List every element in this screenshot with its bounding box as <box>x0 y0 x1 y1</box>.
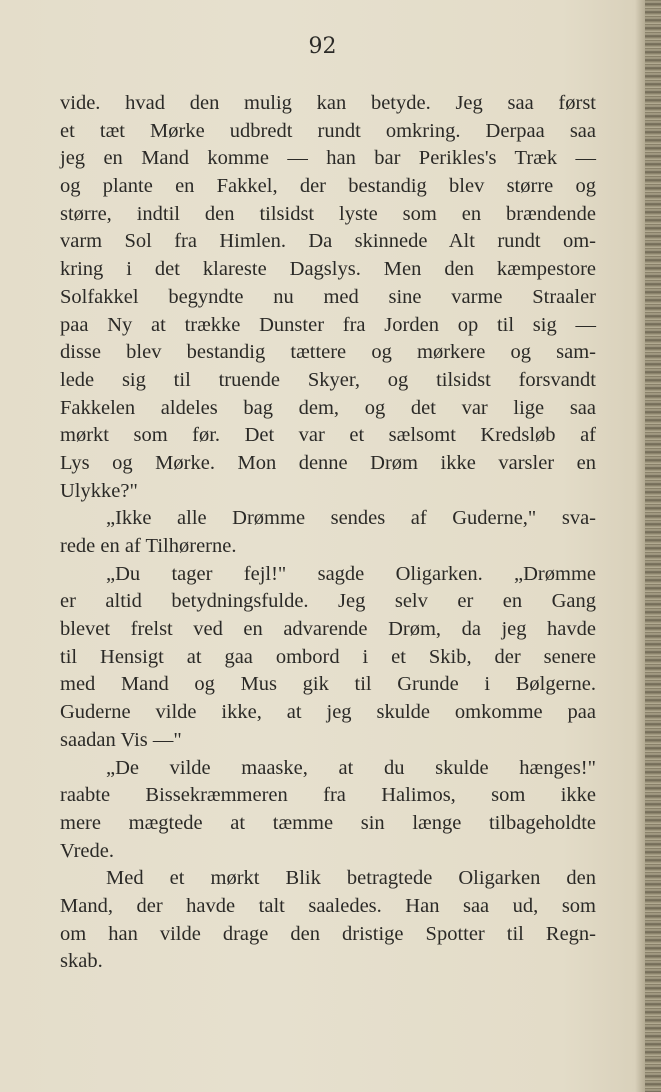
text-line: Vrede. <box>60 839 114 862</box>
text-line: „De vilde maaske, at du skulde hænges!" <box>106 756 596 779</box>
page-number: 92 <box>308 34 337 59</box>
body-text <box>60 90 596 976</box>
text-line: et tæt Mørke udbredt rundt omkring. Derpaa saa <box>60 119 596 142</box>
page-edge <box>645 0 661 1092</box>
text-line: raabte Bissekræmmeren fra Halimos, som ikke <box>60 784 596 807</box>
text-line: „Ikke alle Drømme sendes af Guderne," sva- <box>106 507 596 530</box>
text-line: „Du tager fejl!" sagde Oligarken. „Drømme <box>106 562 596 585</box>
text-line: rede en af Tilhørerne. <box>60 535 237 557</box>
text-line: varm Sol fra Himlen. Da skinnede Alt rundt om- <box>60 230 596 253</box>
text-line: til Hensigt at gaa ombord i et Skib, der senere <box>60 645 596 668</box>
text-line: Fakkelen aldeles bag dem, og det var lige saa <box>60 396 596 419</box>
text-line: mere mægtede at tæmme sin længe tilbageholdte <box>60 811 596 834</box>
text-line: Mand, der havde talt saaledes. Han saa ud, som <box>60 894 596 917</box>
text-line: Ulykke?" <box>60 479 138 502</box>
text-line: jeg en Mand komme — han bar Perikles's Træk — <box>60 147 596 170</box>
text-line: disse blev bestandig tættere og mørkere og sam- <box>60 341 596 364</box>
text-line: Solfakkel begyndte nu med sine varme Straaler <box>60 285 596 308</box>
text-line: blevet frelst ved en advarende Drøm, da jeg havde <box>60 618 596 641</box>
text-line: skab. <box>60 950 103 973</box>
text-line: paa Ny at trække Dunster fra Jorden op til sig — <box>60 313 596 336</box>
text-line: saadan Vis —" <box>60 728 182 751</box>
text-line: vide. hvad den mulig kan betyde. Jeg saa først <box>60 92 596 114</box>
text-line: Guderne vilde ikke, at jeg skulde omkomme paa <box>60 701 596 724</box>
text-line: lede sig til truende Skyer, og tilsidst forsvandt <box>60 368 596 391</box>
text-line: kring i det klareste Dagslys. Men den kæmpestore <box>60 258 596 281</box>
text-line: med Mand og Mus gik til Grunde i Bølgerne. <box>60 673 596 696</box>
text-line: mørkt som før. Det var et sælsomt Kredsløb af <box>60 424 596 447</box>
text-line: er altid betydningsfulde. Jeg selv er en Gang <box>60 590 596 613</box>
text-line: Med et mørkt Blik betragtede Oligarken den <box>106 867 596 890</box>
page-edge-shadow <box>635 0 645 1092</box>
text-line: om han vilde drage den dristige Spotter til Regn- <box>60 922 596 945</box>
text-line: og plante en Fakkel, der bestandig blev større og <box>60 175 596 198</box>
text-line: Lys og Mørke. Mon denne Drøm ikke varsler en <box>60 451 596 474</box>
text-line: større, indtil den tilsidst lyste som en brændende <box>60 202 596 225</box>
